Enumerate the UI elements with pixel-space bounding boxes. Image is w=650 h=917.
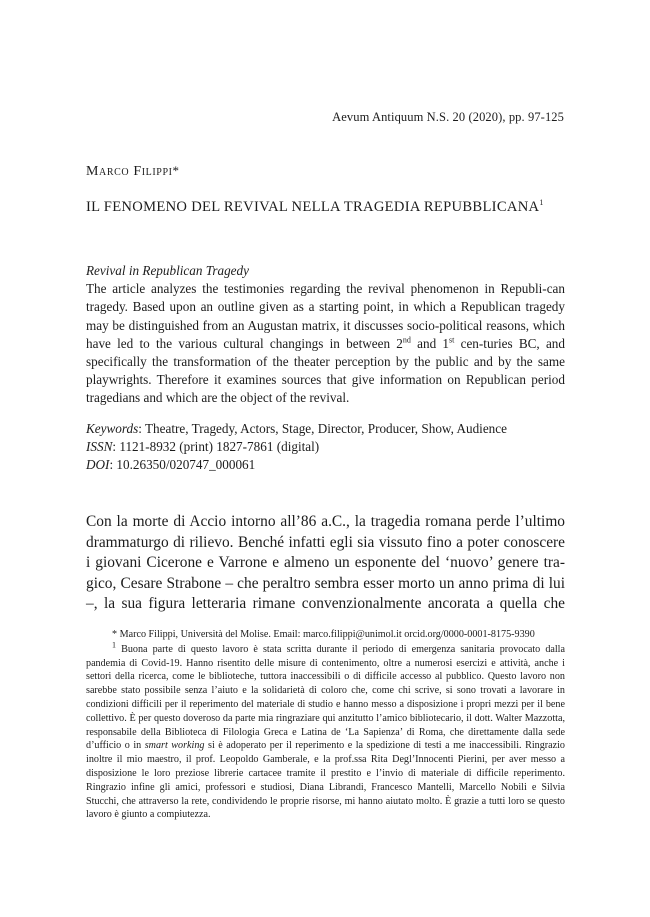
issn-label: ISSN	[86, 439, 113, 455]
author-footnote-mark: *	[172, 163, 180, 178]
article-title	[86, 199, 586, 216]
footnote-1-italic: smart working	[144, 740, 205, 752]
article-metadata	[86, 420, 565, 475]
footnote-1-mark: 1	[112, 640, 116, 650]
footnote-author-mark: *	[112, 629, 118, 640]
keywords-label: Keywords	[86, 421, 139, 436]
author-line	[86, 163, 180, 180]
footnote-1-text: Buona parte di questo lavoro è stata scritta durante il periodo di emergenza sanitaria provocato dalla pandemia di Covid-19. Hanno risentito delle misure di contenimento, oltre a numerosi esercizi e attività, anche i settori della ricerca, come le biblioteche, tuttora inaccessibili o di difficile accesso al pubblico. Questo lavoro non sarebbe stato possibile senza l’aiuto e la solidarietà di coloro che, come chi scrive, si sono trovati a lavorare in condizioni difficili per il reperimento del materiale di studio e hanno messo a disposizione i propri mezzi per il bene collettivo. È per questo doveroso da parte mia ringraziare qui anzitutto l’amico bibliotecario, il dott. Walter Mazzotta, responsabile della Biblioteca di Filologia Greca e Latina de ‘La Sapienza’ di Roma, che direttamente dalla sede d’ufficio o in	[86, 643, 565, 752]
footnote-author	[86, 628, 565, 642]
article-title-text: IL FENOMENO DEL REVIVAL NELLA TRAGEDIA REPUBBLICANA	[86, 199, 540, 215]
author-name: Marco Filippi	[86, 164, 173, 179]
footnote-1-text: si è adoperato per il reperimento e la spedizione di testi a me inaccessibili. Ringrazio inoltre il mio maestro, il prof. Leopoldo Gamberale, e la prof.ssa Rita Degl’Innocenti Pierini, per aver messo a disposizione le loro preziose librerie cartacee tramite il prestito e l’invio di materiale di difficile reperimento. Ringrazio infine gli amici, professori e studiosi, Diana Librandi, Francesco Mantelli, Marcello Nobili e Silvia Stucchi, che attraverso la rete, condividendo le proprie risorse, mi hanno aiutato molto. È grazie a tutti loro se questo lavoro è giunto a compiutezza.	[86, 740, 565, 821]
footnote-author-text: Marco Filippi, Università del Molise. Email: marco.filippi@unimol.it orcid.org/0000-0001-8175-9390	[117, 629, 535, 640]
keywords-row	[86, 420, 565, 438]
keywords-value: : Theatre, Tragedy, Actors, Stage, Director, Producer, Show, Audience	[138, 421, 507, 436]
doi-label: DOI	[86, 457, 110, 473]
issn-value: : 1121-8932 (print) 1827-7861 (digital)	[112, 439, 320, 455]
citation-text: Aevum Antiquum N.S. 20 (2020), pp. 97-125	[332, 110, 564, 124]
doi-row	[86, 456, 565, 474]
abstract-heading: Revival in Republican Tragedy	[86, 263, 249, 278]
abstract-block	[86, 262, 565, 408]
issn-row	[86, 438, 565, 456]
footnotes-section	[86, 628, 565, 822]
abstract-text-part: cen-turies BC, and specifically the transformation of the theater perception by the public and by the same playwrights. Therefore it examines sources that give information on Republican period tragedians and which are the object of the revival.	[86, 335, 565, 406]
title-footnote-ref: 1	[539, 198, 544, 208]
footnote-1	[86, 640, 565, 822]
body-paragraph: Con la morte di Accio intorno all’86 a.C., la tragedia romana perde l’ultimo drammaturgo di rilievo. Benché infatti egli sia vissuto fino a poter conoscere i giovani Cicerone e Varrone e almeno un esponente del ‘nuovo’ genere tra-gico, Cesare Strabone – che peraltro sembra esser morto un anno prima di lui –, la sua figura letteraria rimane convenzionalmente ancorata a quella che	[86, 513, 565, 612]
abstract-text	[86, 280, 565, 407]
doi-value: : 10.26350/020747_000061	[109, 457, 256, 473]
journal-citation	[332, 110, 564, 125]
main-body	[86, 512, 565, 615]
abstract-text-part: and 1	[410, 335, 450, 351]
abstract-text-part: The article analyzes the testimonies regarding the revival phenomenon in Republi-can tragedy. Based upon an outline given as a starting point, in which a Republican tragedy may be distinguished from an Augustan matrix, it discusses socio-political reasons, which have led to the various cultural changings in between 2	[86, 281, 565, 351]
superscript-nd: nd	[402, 335, 411, 345]
superscript-st: st	[449, 335, 455, 345]
